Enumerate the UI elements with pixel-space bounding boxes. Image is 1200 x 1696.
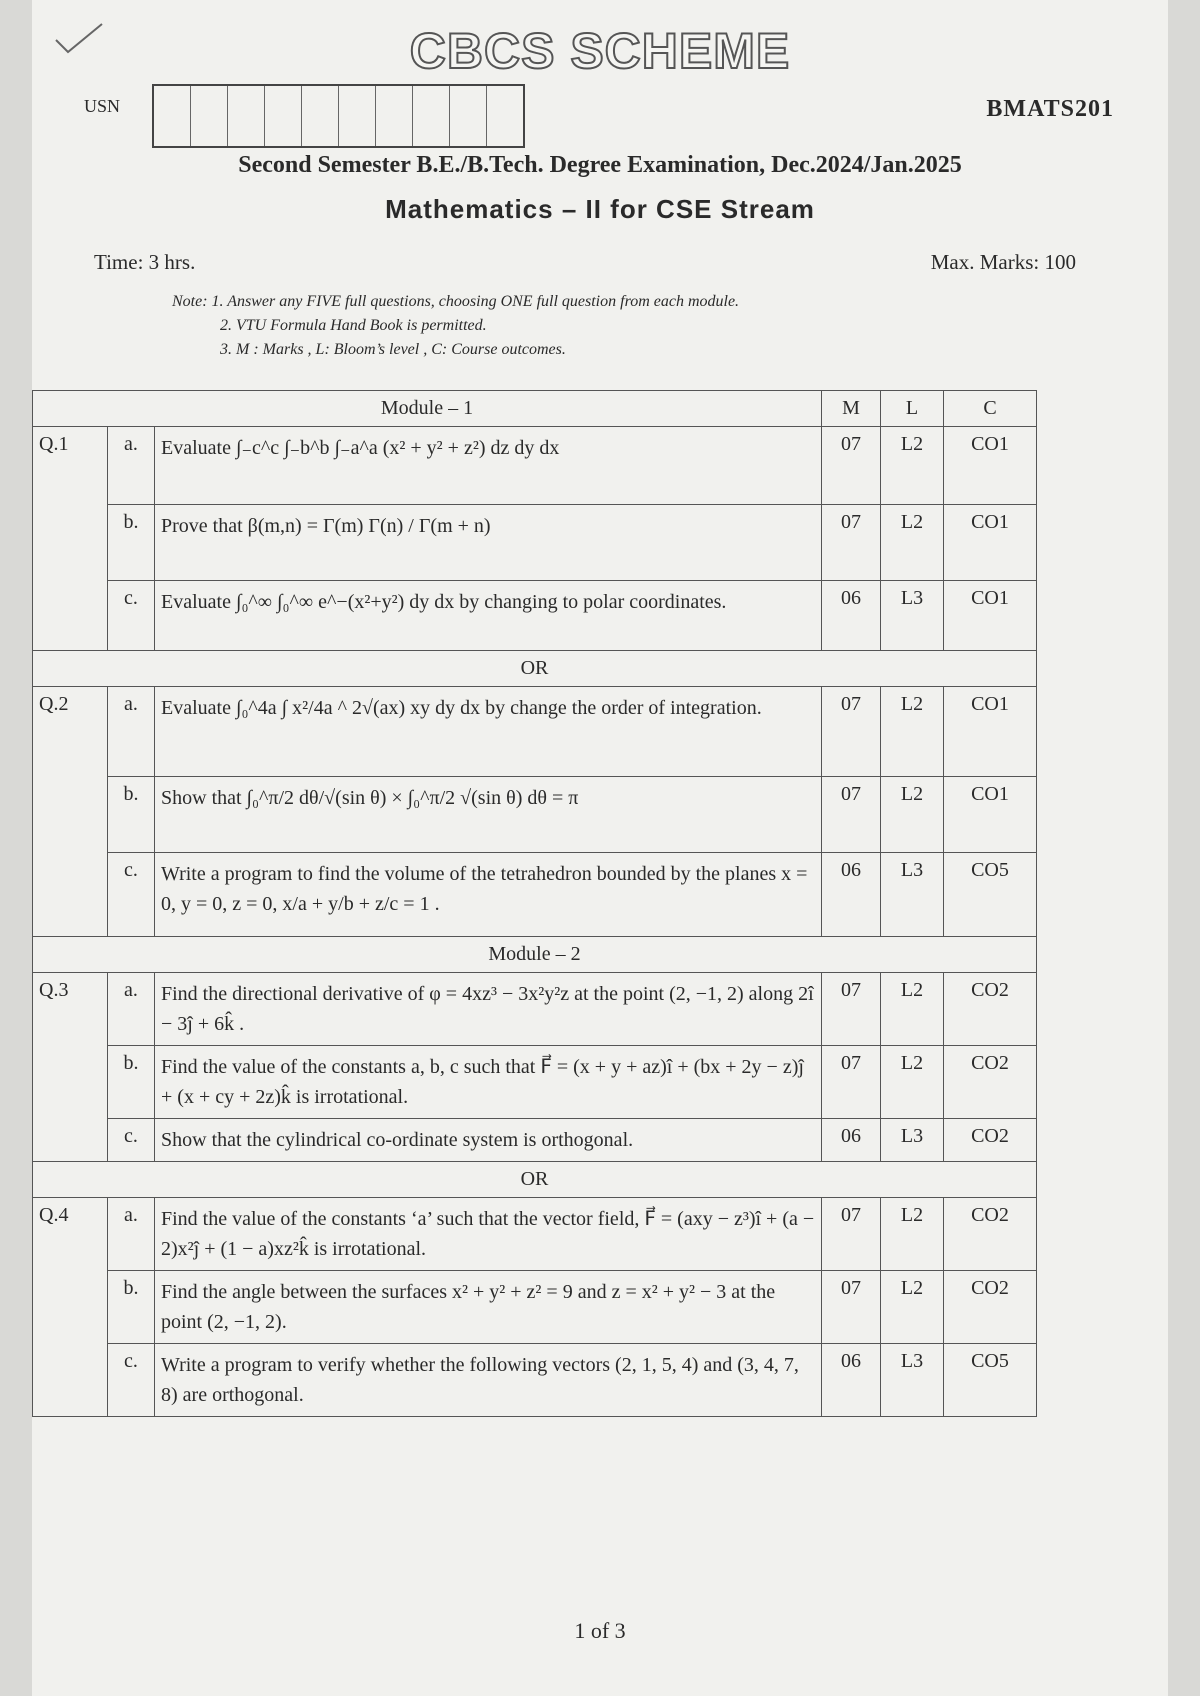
sub-label: b. — [108, 777, 155, 853]
usn-boxes — [152, 84, 525, 148]
bloom-level: L2 — [881, 1198, 944, 1271]
sub-label: c. — [108, 1119, 155, 1162]
course-outcome: CO2 — [944, 1271, 1037, 1344]
marks: 07 — [822, 1046, 881, 1119]
note-1: Note: 1. Answer any FIVE full questions, choosing ONE full question from each module. — [172, 293, 740, 310]
bloom-level: L3 — [881, 581, 944, 651]
course-outcome: CO1 — [944, 427, 1037, 505]
usn-box — [450, 86, 487, 146]
marks: 07 — [822, 1271, 881, 1344]
question-text: Write a program to find the volume of the tetrahedron bounded by the planes x = 0, y = 0, z = 0, x/a + y/b + z/c = 1 . — [155, 853, 822, 937]
col-level-header: L — [881, 391, 944, 427]
course-outcome: CO2 — [944, 1119, 1037, 1162]
question-row — [33, 1119, 1037, 1162]
note-3: 3. M : Marks , L: Bloom’s level , C: Course outcomes. — [220, 341, 566, 358]
marks: 06 — [822, 1119, 881, 1162]
bloom-level: L2 — [881, 1046, 944, 1119]
sub-label: b. — [108, 1271, 155, 1344]
marks: 07 — [822, 1198, 881, 1271]
note-2: 2. VTU Formula Hand Book is permitted. — [220, 317, 487, 334]
sub-label: a. — [108, 687, 155, 777]
question-row — [33, 581, 1037, 651]
question-number: Q.4 — [33, 1198, 108, 1417]
question-number: Q.1 — [33, 427, 108, 651]
question-text: Prove that β(m,n) = Γ(m) Γ(n) / Γ(m + n) — [155, 505, 822, 581]
max-marks: Max. Marks: 100 — [930, 250, 1076, 274]
question-row — [33, 1046, 1037, 1119]
module-header-row — [33, 391, 1037, 427]
question-row — [33, 973, 1037, 1046]
page-number: 1 of 3 — [574, 1618, 626, 1643]
course-outcome: CO1 — [944, 505, 1037, 581]
usn-box — [339, 86, 376, 146]
question-row — [33, 427, 1037, 505]
sub-label: c. — [108, 853, 155, 937]
question-text: Write a program to verify whether the following vectors (2, 1, 5, 4) and (3, 4, 7, 8) are orthogonal. — [155, 1344, 822, 1417]
course-outcome: CO2 — [944, 1046, 1037, 1119]
question-table — [32, 390, 1037, 1417]
bloom-level: L3 — [881, 853, 944, 937]
scheme-title: CBCS SCHEME — [409, 23, 791, 79]
bloom-level: L2 — [881, 427, 944, 505]
bloom-level: L3 — [881, 1119, 944, 1162]
module-2-title: Module – 2 — [33, 937, 1037, 973]
usn-box — [487, 86, 523, 146]
or-label: OR — [33, 651, 1037, 687]
question-row — [33, 687, 1037, 777]
sub-label: a. — [108, 973, 155, 1046]
subject-code: BMATS201 — [986, 96, 1114, 122]
sub-label: c. — [108, 1344, 155, 1417]
question-text: Evaluate ∫₀^4a ∫ x²/4a ^ 2√(ax) xy dy dx by change the order of integration. — [155, 687, 822, 777]
question-number: Q.2 — [33, 687, 108, 937]
usn-box — [228, 86, 265, 146]
marks: 07 — [822, 687, 881, 777]
course-outcome: CO2 — [944, 1198, 1037, 1271]
marks: 06 — [822, 1344, 881, 1417]
question-row — [33, 853, 1037, 937]
subject-title: Mathematics – II for CSE Stream — [385, 194, 815, 224]
question-row — [33, 505, 1037, 581]
col-outcome-header: C — [944, 391, 1037, 427]
col-marks-header: M — [822, 391, 881, 427]
usn-box — [154, 86, 191, 146]
instructions — [172, 290, 739, 362]
usn-label: USN — [84, 96, 121, 116]
or-row — [33, 651, 1037, 687]
marks: 06 — [822, 853, 881, 937]
bloom-level: L2 — [881, 777, 944, 853]
exam-title: Second Semester B.E./B.Tech. Degree Examination, Dec.2024/Jan.2025 — [238, 152, 962, 178]
course-outcome: CO2 — [944, 973, 1037, 1046]
course-outcome: CO5 — [944, 853, 1037, 937]
bloom-level: L2 — [881, 973, 944, 1046]
marks: 06 — [822, 581, 881, 651]
course-outcome: CO5 — [944, 1344, 1037, 1417]
marks: 07 — [822, 427, 881, 505]
question-row — [33, 1271, 1037, 1344]
usn-box — [302, 86, 339, 146]
sub-label: b. — [108, 1046, 155, 1119]
question-text: Show that ∫₀^π/2 dθ/√(sin θ) × ∫₀^π/2 √(sin θ) dθ = π — [155, 777, 822, 853]
bloom-level: L2 — [881, 505, 944, 581]
sub-label: b. — [108, 505, 155, 581]
question-text: Show that the cylindrical co-ordinate system is orthogonal. — [155, 1119, 822, 1162]
time-allowed: Time: 3 hrs. — [94, 250, 196, 274]
exam-page — [32, 0, 1168, 1696]
question-text: Evaluate ∫₋c^c ∫₋b^b ∫₋a^a (x² + y² + z²) dz dy dx — [155, 427, 822, 505]
usn-box — [413, 86, 450, 146]
course-outcome: CO1 — [944, 777, 1037, 853]
marks: 07 — [822, 973, 881, 1046]
sub-label: a. — [108, 1198, 155, 1271]
question-row — [33, 1198, 1037, 1271]
marks: 07 — [822, 505, 881, 581]
bloom-level: L3 — [881, 1344, 944, 1417]
bloom-level: L2 — [881, 687, 944, 777]
sub-label: c. — [108, 581, 155, 651]
question-row — [33, 1344, 1037, 1417]
usn-box — [191, 86, 228, 146]
usn-box — [376, 86, 413, 146]
course-outcome: CO1 — [944, 581, 1037, 651]
question-text: Find the value of the constants ‘a’ such that the vector field, F⃗ = (axy − z³)î + (a − 2)x²ĵ + (1 − a)xz²k̂ is irrotational. — [155, 1198, 822, 1271]
usn-box — [265, 86, 302, 146]
or-row — [33, 1162, 1037, 1198]
question-text: Evaluate ∫₀^∞ ∫₀^∞ e^−(x²+y²) dy dx by changing to polar coordinates. — [155, 581, 822, 651]
sub-label: a. — [108, 427, 155, 505]
question-text: Find the directional derivative of φ = 4xz³ − 3x²y²z at the point (2, −1, 2) along 2î − 3ĵ + 6k̂ . — [155, 973, 822, 1046]
bloom-level: L2 — [881, 1271, 944, 1344]
question-row — [33, 777, 1037, 853]
module-1-title: Module – 1 — [33, 391, 822, 427]
question-text: Find the value of the constants a, b, c such that F⃗ = (x + y + az)î + (bx + 2y − z)ĵ + (x + cy + 2z)k̂ is irrotational. — [155, 1046, 822, 1119]
course-outcome: CO1 — [944, 687, 1037, 777]
or-label: OR — [33, 1162, 1037, 1198]
marks: 07 — [822, 777, 881, 853]
question-number: Q.3 — [33, 973, 108, 1162]
module-header-row — [33, 937, 1037, 973]
question-text: Find the angle between the surfaces x² + y² + z² = 9 and z = x² + y² − 3 at the point (2, −1, 2). — [155, 1271, 822, 1344]
